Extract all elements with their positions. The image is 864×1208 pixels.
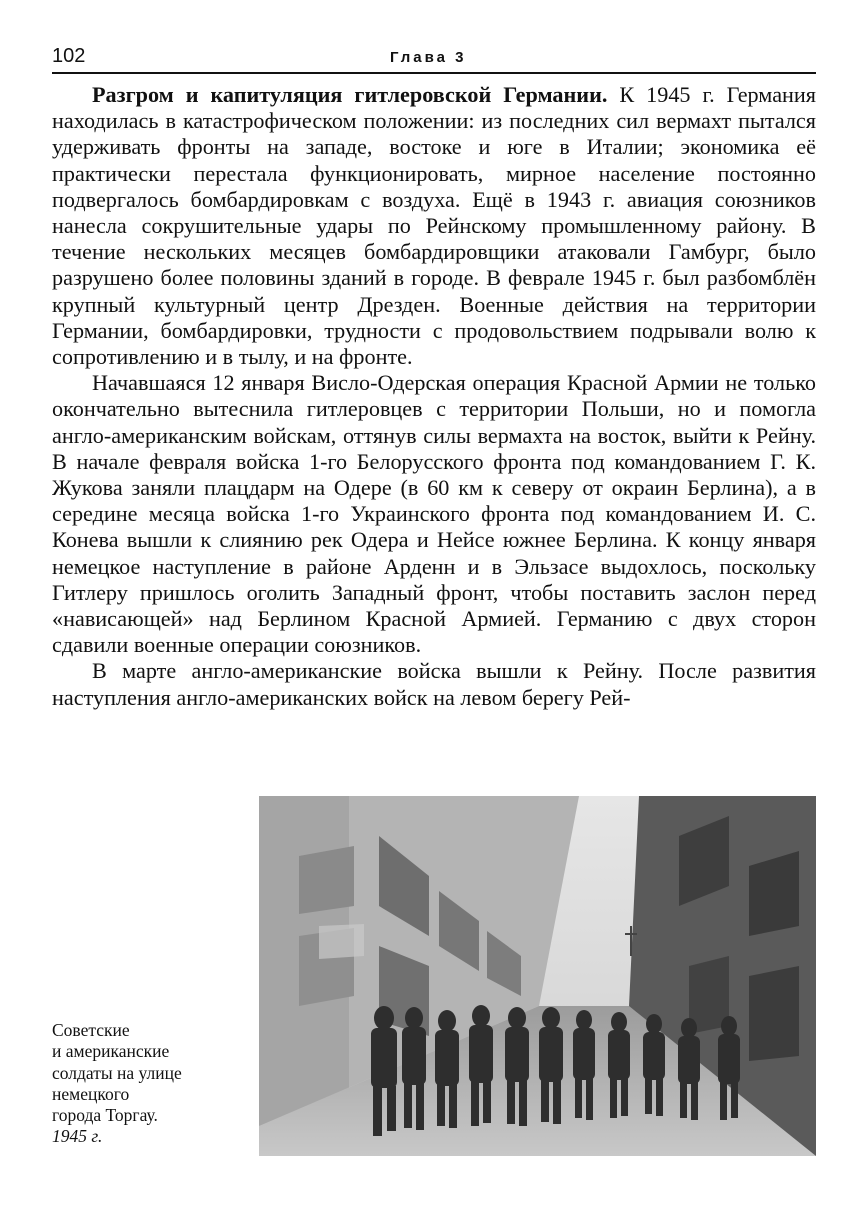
paragraph-1-text: К 1945 г. Германия находилась в катастрофическом положении: из последних сил вермахт пытался удерживать фронты на западе, востоке и юге в Италии; экономика её практически перестала функционировать, мирное население постоянно подвергалось бомбардировкам с воздуха. Ещё в 1943 г. авиация союзников нанесла сокрушительные удары по Рейнскому промышленному району. В течение нескольких месяцев бомбардировщики атаковали Гамбург, было разрушено более половины зданий в городе. В феврале 1945 г. был разбомблён крупный культурный центр Дрезден. Военные действия на территории Германии, бомбардировки, трудности с продовольствием подрывали волю к сопротивлению и в тылу, и на фронте. <box>52 82 816 370</box>
paragraph-2: Начавшаяся 12 января Висло-Одерская операция Красной Армии не только окончательно вытеснила гитлеровцев с территории Польши, но и помогла англо-американским войскам, оттянув силы вермахта на восток, выйти к Рейну. В начале февраля войска 1-го Белорусского фронта под командованием Г. К. Жукова заняли плацдарм на Одере (в 60 км к северу от окраин Берлина), а в середине месяца войска 1-го Украинского фронта под командованием И. С. Конева вышли к слиянию рек Одера и Нейсе южнее Берлина. К концу января немецкое наступление в районе Арденн и в Эльзасе выдохлось, поскольку Гитлеру пришлось оголить Западный фронт, чтобы поставить заслон перед «нависающей» над Берлином Красной Армией. Германию с двух сторон сдавили военные операции союзников. <box>52 370 816 658</box>
street-photo <box>259 796 816 1156</box>
body-text <box>52 82 816 711</box>
caption-line-5: города Торгау. <box>52 1105 158 1126</box>
caption-line-1: Советские <box>52 1020 130 1040</box>
photo-caption <box>52 1020 252 1148</box>
caption-line-2: и американские <box>52 1041 170 1062</box>
caption-line-4: немецкого <box>52 1083 130 1104</box>
paragraph-1 <box>52 82 816 370</box>
street-photo-drawing <box>259 796 816 1156</box>
paragraph-3: В марте англо-американские войска вышли к Рейну. После развития наступления англо-американских войск на левом берегу Рей- <box>52 658 816 710</box>
section-heading: Разгром и капитуляция гитлеровской Германии. <box>92 82 608 107</box>
page-header <box>52 44 816 74</box>
caption-year: 1945 г. <box>52 1126 103 1147</box>
chapter-title: Глава 3 <box>390 49 467 66</box>
caption-line-3: солдаты на улице <box>52 1062 182 1083</box>
page-number: 102 <box>52 45 86 67</box>
